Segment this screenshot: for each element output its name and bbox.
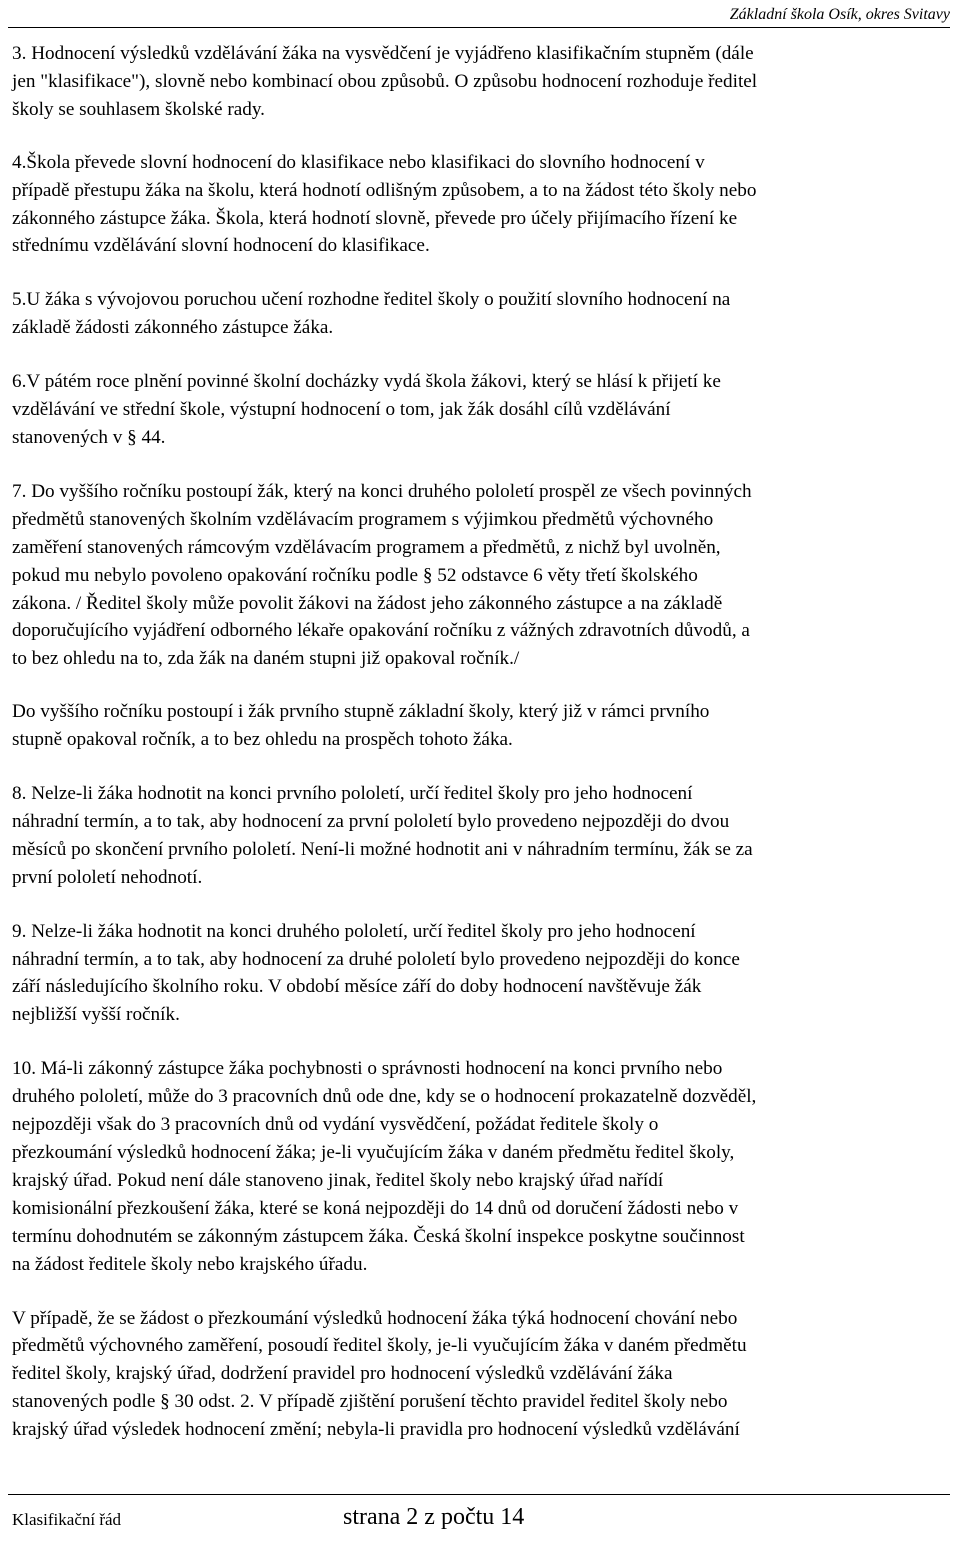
- paragraph-7: 7. Do vyššího ročníku postoupí žák, který na konci druhého pololetí prospěl ze všech povinných předmětů stanovených školním vzdělávacím programem s výjimkou předmětů výchovného zaměření stanovených rámcovým vzdělávacím programem a předmětů, z nichž byl uvolněn, pokud mu nebylo povoleno opakování ročníku podle § 52 odstavce 6 věty třetí školského zákona. / Ředitel školy může povolit žákovi na žádost jeho zákonného zástupce a na základě doporučujícího vyjádření odborného lékaře opakování ročníku z vážných zdravotních důvodů, a to bez ohledu na to, zda žák na daném stupni již opakoval ročník./: [12, 480, 752, 670]
- paragraph-5: 5.U žáka s vývojovou poruchou učení rozhodne ředitel školy o použití slovního hodnocení na základě žádosti zákonného zástupce žáka.: [12, 289, 731, 339]
- paragraph-6: 6.V pátém roce plnění povinné školní docházky vydá škola žákovi, který se hlásí k přijetí ke vzdělávání ve střední škole, výstupní hodnocení o tom, jak žák dosáhl cílů vzdělávání stanovených v § 44.: [12, 371, 721, 448]
- paragraph-3: 3. Hodnocení výsledků vzdělávání žáka na vysvědčení je vyjádřeno klasifikačním stupněm (dále jen "klasifikace"), slovně nebo kombinací obou způsobů. O způsobu hodnocení rozhoduje ředitel školy se souhlasem školské rady.: [12, 43, 758, 120]
- paragraph-10-review: V případě, že se žádost o přezkoumání výsledků hodnocení žáka týká hodnocení chování nebo předmětů výchovného zaměření, posoudí ředitel školy, je-li vyučujícím žáka v daném předmětu ředitel školy, krajský úřad, dodržení pravidel pro hodnocení výsledků vzdělávání žáka stanovených podle § 30 odst. 2. V případě zjištění porušení těchto pravidel ředitel školy nebo krajský úřad výsledek hodnocení změní; nebyla-li pravidla pro hodnocení výsledků vzdělávání: [12, 1307, 747, 1441]
- page-footer: [8, 1494, 950, 1538]
- paragraph-4: 4.Škola převede slovní hodnocení do klasifikace nebo klasifikaci do slovního hodnocení v případě přestupu žáka na školu, která hodnotí odlišným způsobem, a to na žádost této školy nebo zákonného zástupce žáka. Škola, která hodnotí slovně, převede pro účely přijímacího řízení ke střednímu vzdělávání slovní hodnocení do klasifikace.: [12, 151, 757, 257]
- paragraph-10: 10. Má-li zákonný zástupce žáka pochybnosti o správnosti hodnocení na konci prvního nebo druhého pololetí, může do 3 pracovních dnů ode dne, kdy se o hodnocení prokazatelně dozvěděl, nejpozději však do 3 pracovních dnů od vydání vysvědčení, požádat ředitele školy o přezkoumání výsledků hodnocení žáka; je-li vyučujícím žáka v daném předmětu ředitel školy, krajský úřad. Pokud není dále stanoveno jinak, ředitel školy nebo krajský úřad nařídí komisionální přezkoušení žáka, které se koná nejpozději do 14 dnů od doručení žádosti nebo v termínu dohodnutém se zákonným zástupcem žáka. Česká školní inspekce poskytne součinnost na žádost ředitele školy nebo krajského úřadu.: [12, 1058, 757, 1275]
- footer-page-number: strana 2 z počtu 14: [343, 1504, 525, 1530]
- paragraph-7-continuation: Do vyššího ročníku postoupí i žák prvního stupně základní školy, který již v rámci prvního stupně opakoval ročník, a to bez ohledu na prospěch tohoto žáka.: [12, 701, 710, 751]
- paragraph-8: 8. Nelze-li žáka hodnotit na konci prvního pololetí, určí ředitel školy pro jeho hodnocení náhradní termín, a to tak, aby hodnocení za první pololetí bylo provedeno nejpozději do dvou měsíců po skončení prvního pololetí. Není-li možné hodnotit ani v náhradním termínu, žák se za první pololetí nehodnotí.: [12, 783, 753, 888]
- footer-document-title: Klasifikační řád: [12, 1510, 122, 1529]
- page-header: [8, 0, 950, 28]
- document-body: [12, 40, 946, 1444]
- paragraph-9: 9. Nelze-li žáka hodnotit na konci druhého pololetí, určí ředitel školy pro jeho hodnocení náhradní termín, a to tak, aby hodnocení za druhé pololetí bylo provedeno nejpozději do konce září následujícího školního roku. V období měsíce září do doby hodnocení navštěvuje žák nejbližší vyšší ročník.: [12, 920, 740, 1026]
- header-school-name: Základní škola Osík, okres Svitavy: [729, 6, 950, 23]
